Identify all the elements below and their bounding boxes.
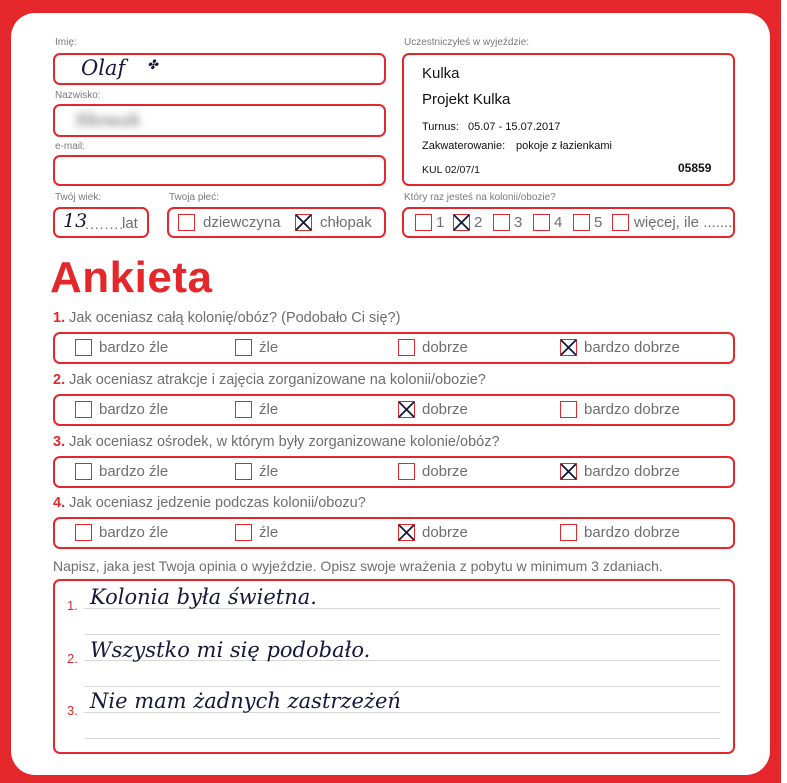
- opinion-text-3: Nie mam żadnych zastrzeżeń: [90, 689, 401, 713]
- age-value: 13: [63, 210, 88, 232]
- answer-checkbox[interactable]: [235, 463, 252, 480]
- question-text: Jak oceniasz całą kolonię/obóz? (Podobało Ci się?): [69, 310, 401, 326]
- surname-value-redacted: Słowak: [75, 110, 142, 131]
- opinion-text-1: Kolonia była świetna.: [90, 585, 317, 609]
- name-field[interactable]: [53, 53, 386, 85]
- answer-row-4: [53, 517, 735, 549]
- opinion-line: [84, 738, 720, 739]
- trip-number: 05859: [678, 161, 712, 175]
- answer-checkbox[interactable]: [398, 401, 415, 418]
- question-2: [53, 372, 486, 388]
- checkbox-times-4[interactable]: [533, 214, 550, 231]
- surname-field[interactable]: [53, 104, 386, 137]
- accommodation-value: pokoje z łazienkami: [516, 140, 612, 152]
- answer-option-label: dobrze: [422, 401, 468, 418]
- opinion-prompt: Napisz, jaka jest Twoja opinia o wyjeździe. Opisz swoje wrażenia z pobytu w minimum 3 zdaniach.: [53, 558, 663, 574]
- checkbox-times-2[interactable]: [453, 214, 470, 231]
- answer-option-label: bardzo dobrze: [584, 524, 680, 541]
- times-option-5: 5: [594, 214, 603, 231]
- check-mark-icon: [396, 399, 417, 420]
- answer-option-label: bardzo dobrze: [584, 463, 680, 480]
- accommodation-label: Zakwaterowanie:: [422, 140, 506, 152]
- check-mark-icon: [293, 212, 314, 233]
- times-option-more: więcej, ile .......: [634, 214, 733, 231]
- turnus-label: Turnus:: [422, 121, 459, 133]
- answer-option-label: źle: [259, 524, 279, 541]
- checkbox-times-1[interactable]: [415, 214, 432, 231]
- answer-checkbox[interactable]: [398, 339, 415, 356]
- answer-option-label: źle: [259, 401, 279, 418]
- checkbox-times-more[interactable]: [612, 214, 629, 231]
- answer-option-label: dobrze: [422, 524, 468, 541]
- answer-checkbox[interactable]: [560, 463, 577, 480]
- age-unit: lat: [122, 215, 138, 232]
- checkbox-times-5[interactable]: [573, 214, 590, 231]
- check-mark-icon: [396, 522, 417, 543]
- answer-checkbox[interactable]: [235, 401, 252, 418]
- trip-line2: Projekt Kulka: [422, 91, 511, 108]
- times-label: Który raz jesteś na kolonii/obozie?: [404, 192, 556, 203]
- checkbox-boy[interactable]: [295, 214, 312, 231]
- trip-info-box: [402, 53, 735, 186]
- trip-label: Uczestniczyłeś w wyjeździe:: [404, 37, 530, 48]
- question-number: 1.: [53, 310, 66, 326]
- checkbox-times-3[interactable]: [493, 214, 510, 231]
- answer-checkbox[interactable]: [398, 463, 415, 480]
- answer-checkbox[interactable]: [75, 463, 92, 480]
- times-option-3: 3: [514, 214, 523, 231]
- question-text: Jak oceniasz ośrodek, w którym były zorganizowane kolonie/obóz?: [69, 434, 500, 450]
- answer-option-label: bardzo źle: [99, 524, 169, 541]
- gender-field: [167, 207, 386, 238]
- gender-option-boy: chłopak: [320, 214, 372, 231]
- times-option-2: 2: [474, 214, 483, 231]
- answer-checkbox[interactable]: [560, 401, 577, 418]
- scan-edge: [781, 0, 787, 783]
- name-doodle: ✤: [147, 58, 158, 73]
- answer-checkbox[interactable]: [398, 524, 415, 541]
- opinion-text-2: Wszystko mi się podobało.: [90, 638, 371, 662]
- name-value: Olaf: [81, 56, 126, 80]
- answer-option-label: bardzo źle: [99, 339, 169, 356]
- age-dots: ........: [85, 216, 125, 232]
- trip-code: KUL 02/07/1: [422, 164, 480, 176]
- answer-option-label: bardzo źle: [99, 401, 169, 418]
- surname-label: Nazwisko:: [55, 90, 101, 101]
- answer-option-label: bardzo dobrze: [584, 339, 680, 356]
- gender-option-girl: dziewczyna: [203, 214, 281, 231]
- answer-checkbox[interactable]: [75, 524, 92, 541]
- answer-row-2: [53, 394, 735, 426]
- name-label: Imię:: [55, 37, 77, 48]
- age-label: Twój wiek:: [55, 192, 102, 203]
- turnus-value: 05.07 - 15.07.2017: [468, 121, 561, 133]
- question-4: [53, 495, 366, 511]
- check-mark-icon: [451, 212, 472, 233]
- answer-checkbox[interactable]: [235, 339, 252, 356]
- opinion-num-2: 2.: [67, 651, 78, 666]
- answer-option-label: bardzo źle: [99, 463, 169, 480]
- email-field[interactable]: [53, 155, 386, 186]
- gender-label: Twoja płeć:: [169, 192, 220, 203]
- opinion-num-3: 3.: [67, 703, 78, 718]
- checkbox-girl[interactable]: [178, 214, 195, 231]
- question-3: [53, 434, 500, 450]
- question-text: Jak oceniasz jedzenie podczas kolonii/obozu?: [69, 495, 366, 511]
- check-mark-icon: [558, 461, 579, 482]
- answer-option-label: dobrze: [422, 339, 468, 356]
- answer-checkbox[interactable]: [75, 339, 92, 356]
- trip-line1: Kulka: [422, 65, 460, 82]
- question-1: [53, 310, 400, 326]
- answer-checkbox[interactable]: [560, 524, 577, 541]
- opinion-line: [84, 686, 720, 687]
- times-field: [402, 207, 735, 238]
- answer-option-label: dobrze: [422, 463, 468, 480]
- answer-row-1: [53, 332, 735, 364]
- question-text: Jak oceniasz atrakcje i zajęcia zorganizowane na kolonii/obozie?: [69, 372, 486, 388]
- opinion-line: [84, 634, 720, 635]
- age-field[interactable]: [53, 207, 149, 238]
- answer-checkbox[interactable]: [560, 339, 577, 356]
- email-label: e-mail:: [55, 141, 86, 152]
- answer-checkbox[interactable]: [235, 524, 252, 541]
- times-option-1: 1: [436, 214, 445, 231]
- answer-checkbox[interactable]: [75, 401, 92, 418]
- answer-option-label: bardzo dobrze: [584, 401, 680, 418]
- survey-title: Ankieta: [50, 253, 213, 302]
- answer-row-3: [53, 456, 735, 488]
- question-number: 4.: [53, 495, 66, 511]
- times-option-4: 4: [554, 214, 563, 231]
- answer-option-label: źle: [259, 463, 279, 480]
- opinion-num-1: 1.: [67, 598, 78, 613]
- question-number: 3.: [53, 434, 66, 450]
- question-number: 2.: [53, 372, 66, 388]
- check-mark-icon: [558, 337, 579, 358]
- answer-option-label: źle: [259, 339, 279, 356]
